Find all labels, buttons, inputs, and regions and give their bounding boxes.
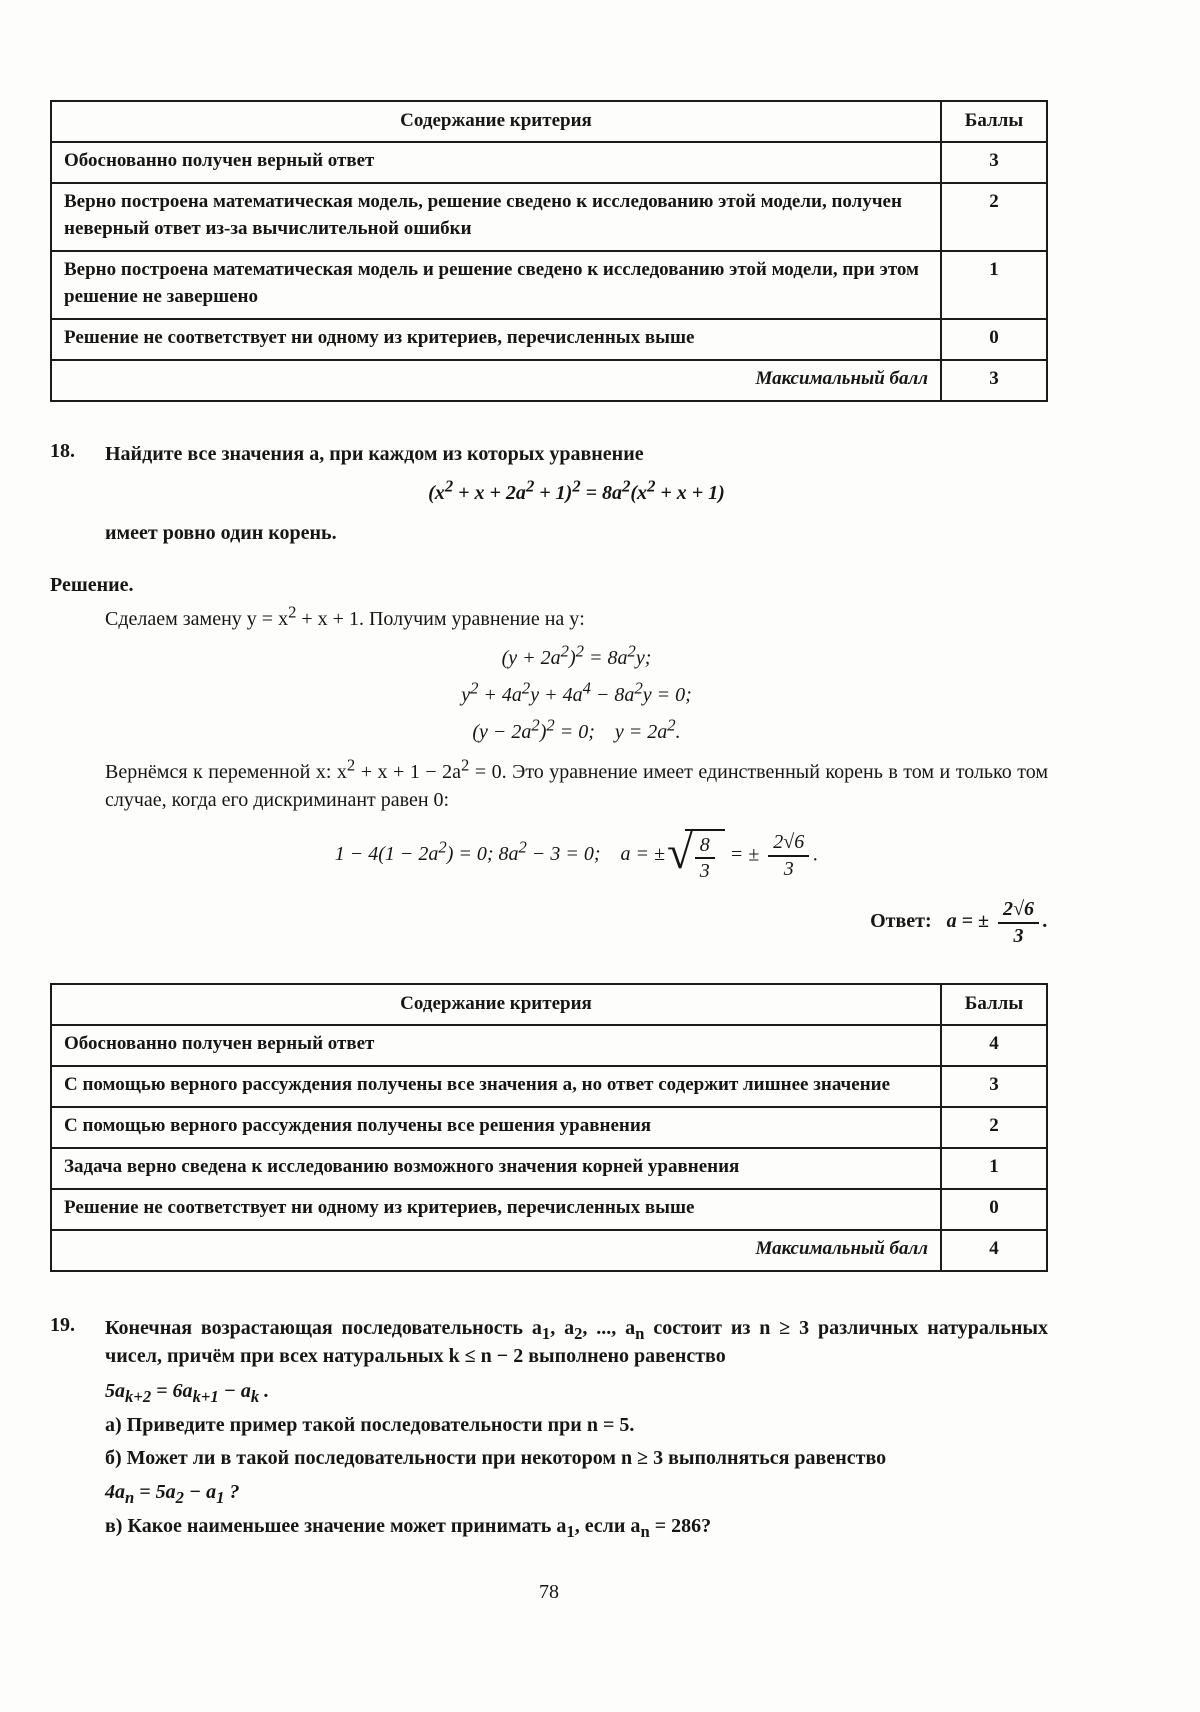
discriminant-period: .	[813, 843, 819, 866]
table-header-row	[51, 101, 1047, 142]
problem-18-number: 18.	[50, 439, 75, 462]
table-row	[51, 1107, 1047, 1148]
criterion-cell: Решение не соответствует ни одному из критериев, перечисленных выше	[51, 1189, 941, 1230]
table-row	[51, 251, 1047, 319]
points-cell: 1	[941, 251, 1047, 319]
fraction-denominator: 3	[1013, 924, 1024, 947]
sqrt-radical	[667, 826, 725, 883]
problem-18-equation: $(x^2 + x + 2a^2 + 1)^2 = 8a^2(x^2 + x + 1)$	[428, 476, 725, 505]
table-header-row	[51, 984, 1047, 1025]
table-row	[51, 319, 1047, 360]
points-cell: 2	[941, 183, 1047, 251]
answer-value	[942, 898, 1048, 947]
problem-19-item-b: б) Может ли в такой последовательности при некотором n ≥ 3 выполняться равенство	[105, 1446, 887, 1469]
criterion-cell: Задача верно сведена к исследованию возможного значения корней уравнения	[51, 1148, 941, 1189]
criterion-cell: Верно построена математическая модель, решение сведено к исследованию этой модели, получен неверный ответ из-за вычислительной ошибки	[51, 183, 941, 251]
problem-19	[50, 1314, 1048, 1541]
points-header: Баллы	[941, 101, 1047, 142]
criterion-cell: Обоснованно получен верный ответ	[51, 142, 941, 183]
result-fraction	[768, 831, 809, 880]
problem-18	[50, 440, 1048, 548]
problem-19-number: 19.	[50, 1314, 75, 1337]
fraction-numerator: 2√6	[768, 831, 809, 856]
equation-1: $(y + 2a^2)^2 = 8a^2y$;	[501, 641, 652, 669]
equation-discriminant	[105, 826, 1048, 883]
problem-18-body	[105, 440, 1048, 548]
problem-19-item-b-formula: $4a_n = 5a_2 - a_1$ ?	[105, 1481, 240, 1507]
criteria-table-18	[50, 983, 1048, 1272]
equation-3: $(y - 2a^2)^2 = 0$; $y = 2a^2$.	[472, 715, 681, 743]
max-points-label: Максимальный балл	[51, 360, 941, 401]
answer-prefix: a = ±	[946, 910, 990, 933]
solution-18	[50, 574, 1048, 948]
equation-2: $y^2 + 4a^2y + 4a^4 - 8a^2y = 0$;	[461, 678, 692, 706]
table-footer-row	[51, 360, 1047, 401]
points-cell: 0	[941, 1189, 1047, 1230]
table-footer-row	[51, 1230, 1047, 1271]
table-row	[51, 1189, 1047, 1230]
answer	[105, 898, 1048, 947]
answer-fraction	[998, 898, 1039, 947]
criterion-cell: Решение не соответствует ни одному из критериев, перечисленных выше	[51, 319, 941, 360]
criterion-header: Содержание критерия	[51, 984, 941, 1025]
criteria-table-top	[50, 100, 1048, 402]
criterion-cell: Обоснованно получен верный ответ	[51, 1025, 941, 1066]
discriminant-equals: = ±	[729, 843, 760, 866]
problem-19-statement: Конечная возрастающая последовательность $a_1$, $a_2$, ..., $a_n$ состоит из n ≥ 3 различных натуральных чисел, причём при всех натуральных k ≤ n − 2 выполнено равенство	[105, 1317, 1049, 1368]
points-cell: 2	[941, 1107, 1047, 1148]
fraction-denominator: 3	[699, 860, 710, 883]
problem-19-recurrence: $5a_{k+2} = 6a_{k+1} - a_k$ .	[105, 1379, 270, 1406]
answer-label: Ответ:	[870, 910, 932, 933]
table-row	[51, 1148, 1047, 1189]
table-row	[51, 1025, 1047, 1066]
fraction-denominator: 3	[783, 857, 794, 880]
criterion-cell: Верно построена математическая модель и решение сведено к исследованию этой модели, при этом решение не завершено	[51, 251, 941, 319]
criterion-cell: С помощью верного рассуждения получены все решения уравнения	[51, 1107, 941, 1148]
points-cell: 1	[941, 1148, 1047, 1189]
points-header: Баллы	[941, 984, 1047, 1025]
table-row	[51, 1066, 1047, 1107]
table-row	[51, 183, 1047, 251]
problem-19-item-a: а) Приведите пример такой последовательности при n = 5.	[105, 1414, 635, 1437]
solution-step-discriminant: Вернёмся к переменной x: $x^2 + x + 1 - 2a^2 = 0$. Это уравнение имеет единственный корень в том и только том случае, когда его дискриминант равен 0:	[105, 755, 1048, 812]
discriminant-prefix: $1 - 4(1 - 2a^2) = 0$; $8a^2 - 3 = 0$; a = ±	[334, 837, 665, 866]
points-cell: 0	[941, 319, 1047, 360]
criterion-header: Содержание критерия	[51, 101, 941, 142]
fraction-under-radical	[695, 834, 715, 883]
radical-sign-icon: √	[667, 826, 693, 879]
fraction-numerator: 2√6	[998, 898, 1039, 923]
answer-period: .	[1043, 910, 1048, 933]
points-cell: 3	[941, 142, 1047, 183]
points-cell: 3	[941, 1066, 1047, 1107]
fraction-numerator: 8	[695, 834, 715, 859]
solution-body	[105, 601, 1048, 948]
page-number: 78	[539, 1580, 559, 1603]
max-points-value: 3	[941, 360, 1047, 401]
max-points-value: 4	[941, 1230, 1047, 1271]
max-points-label: Максимальный балл	[51, 1230, 941, 1271]
criterion-cell: С помощью верного рассуждения получены все значения a, но ответ содержит лишнее значение	[51, 1066, 941, 1107]
solution-step-substitution: Сделаем замену $y = x^2 + x + 1$. Получим уравнение на y:	[105, 601, 585, 630]
table-row	[51, 142, 1047, 183]
problem-19-item-v: в) Какое наименьшее значение может принимать $a_1$, если $a_n = 286$?	[105, 1515, 712, 1542]
points-cell: 4	[941, 1025, 1047, 1066]
solution-title: Решение.	[50, 573, 134, 596]
problem-18-intro: Найдите все значения a, при каждом из которых уравнение	[105, 442, 644, 465]
problem-19-body	[105, 1314, 1048, 1541]
problem-18-outro: имеет ровно один корень.	[105, 522, 337, 545]
